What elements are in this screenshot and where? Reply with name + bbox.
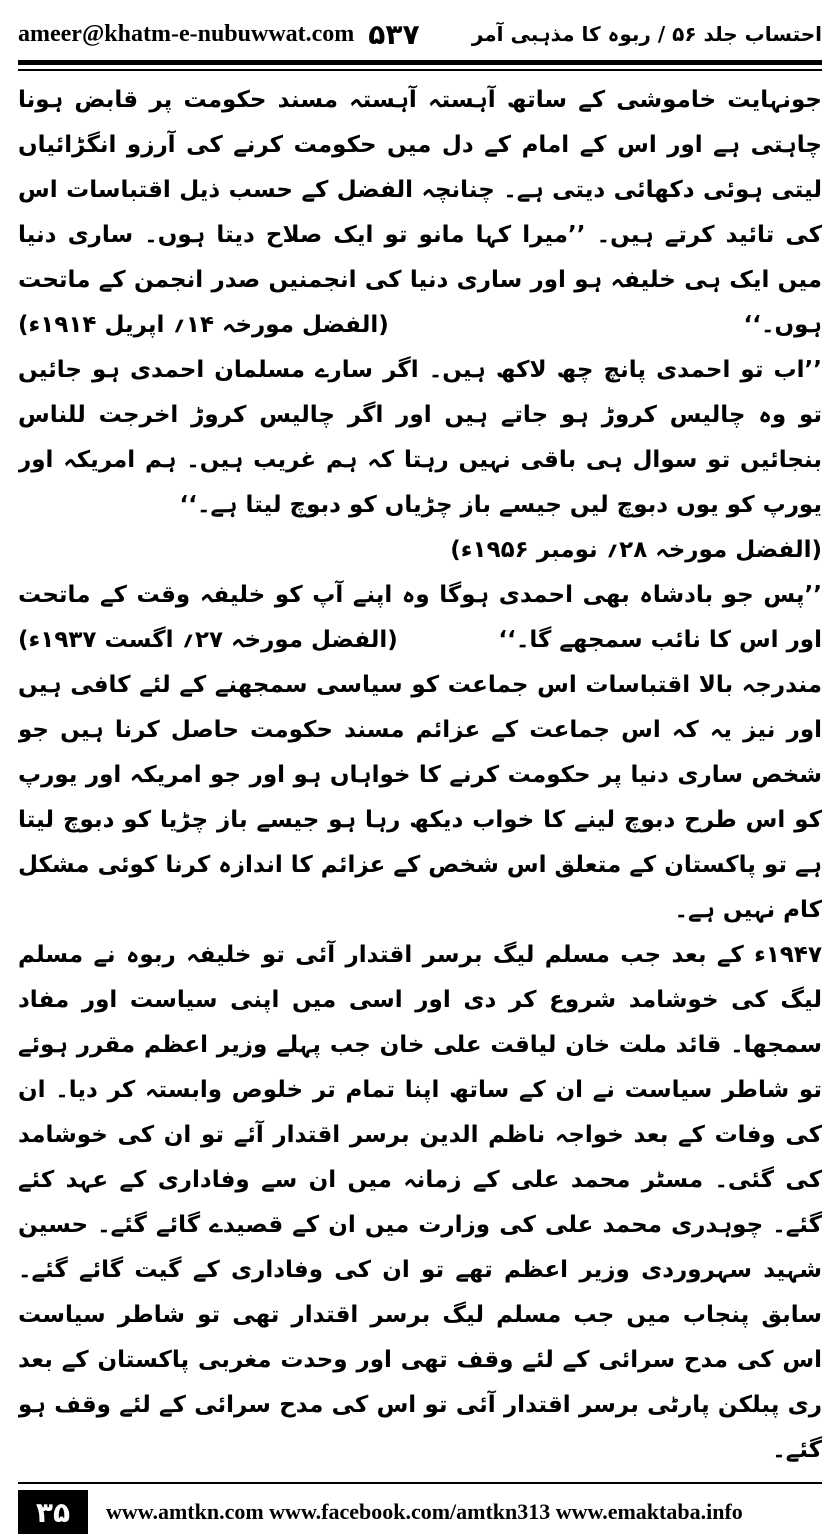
quote-2: ’’اب تو احمدی پانچ چھ لاکھ ہیں۔ اگر سارے مسلمان احمدی ہو جائیں تو وہ چالیس کروڑ ہو جاتے ہیں اور اگر چالیس کروڑ اخرجت للناس بنجائیں تو سوال ہی باقی نہیں رہتا کہ ہم غریب ہیں۔ ہم امریکہ اور یورپ کو یوں دبوچ لیں جیسے باز چڑیاں کو دبوچ لیتا ہے۔‘‘ bbox=[18, 357, 822, 518]
quote-3 bbox=[18, 573, 822, 663]
citation-1: (الفضل مورخہ ۱۴؍ اپریل ۱۹۱۴ء) bbox=[18, 312, 389, 338]
page-header bbox=[18, 14, 822, 54]
paragraph-5: ۱۹۴۷ء کے بعد جب مسلم لیگ برسر اقتدار آئی تو خلیفہ ربوہ نے مسلم لیگ کی خوشامد شروع کر دی اور اسی میں اپنی سیاست اور مفاد سمجھا۔ قائد ملت خان لیاقت علی خان جب پہلے وزیر اعظم مقرر ہوئے تو شاطر سیاست نے ان کے ساتھ اپنا تمام تر خلوص وابستہ کر دیا۔ ان کی وفات کے بعد خواجہ ناظم الدین برسر اقتدار آئے تو ان کی خوشامد کی گئی۔ مسٹر محمد علی کے زمانہ میں ان سے وفاداری کے عہد کئے گئے۔ چوہدری محمد علی کی وزارت میں ان کے قصیدے گائے گئے۔ حسین شہید سہروردی وزیر اعظم تھے تو ان کی وفاداری کے گیت گائے گئے۔ سابق پنجاب میں جب مسلم لیگ برسر اقتدار تھی تو شاطر سیاست اس کی مدح سرائی کے لئے وقف تھی اور وحدت مغربی پاکستان کے بعد ری پبلکن پارٹی برسر اقتدار آئی تو اس کی مدح سرائی کے لئے وقف ہو گئے۔ bbox=[18, 942, 822, 1463]
header-page-number: ۵۳۷ bbox=[368, 17, 420, 51]
page-footer bbox=[18, 1488, 822, 1536]
header-email: ameer@khatm-e-nubuwwat.com bbox=[18, 20, 355, 47]
paragraph-intro-text: جونہایت خاموشی کے ساتھ آہستہ آہستہ مسند حکومت پر قابض ہونا چاہتی ہے اور اس کے امام کے دل میں حکومت کرنے کی آرزو انگڑائیاں لیتی ہوئی دکھائی دیتی ہے۔ چنانچہ الفضل کے حسب ذیل اقتباسات اس کی تائید کرتے ہیں۔ ’’میرا کہا مانو تو ایک صلاح دیتا ہوں۔ ساری دنیا میں ایک ہی خلیفہ ہو اور ساری دنیا کی انجمنیں صدر انجمن کے ماتحت ہوں۔‘‘ bbox=[18, 87, 822, 338]
citation-3: (الفضل مورخہ ۲۷؍ اگست ۱۹۳۷ء) bbox=[18, 627, 398, 653]
running-title: احتساب جلد ۵۶ / ربوہ کا مذہبی آمر bbox=[471, 22, 822, 46]
footer-urls: www.amtkn.com www.facebook.com/amtkn313 www.emaktaba.info bbox=[106, 1499, 743, 1524]
paragraph-6 bbox=[18, 1473, 822, 1478]
citation-2: (الفضل مورخہ ۲۸؍ نومبر ۱۹۵۶ء) bbox=[450, 537, 822, 563]
header-rule-thick bbox=[18, 60, 822, 65]
paragraph-intro bbox=[18, 78, 822, 348]
header-left bbox=[18, 18, 420, 51]
page-body bbox=[18, 78, 822, 1478]
paragraph-4: مندرجہ بالا اقتباسات اس جماعت کو سیاسی سمجھنے کے لئے کافی ہیں اور نیز یہ کہ اس جماعت کے عزائم مسند حکومت حاصل کرنا ہیں جو شخص ساری دنیا پر حکومت کرنے کا خواہاں ہو اور جو امریکہ اور یورپ کو اس طرح دبوچ لینے کا خواب دیکھ رہا ہو جیسے باز چڑیا کو دبوچ لیتا ہے تو پاکستان کے متعلق اس شخص کے عزائم کا اندازہ کرنا کوئی مشکل کام نہیں ہے۔ bbox=[18, 672, 822, 923]
footer-rule bbox=[18, 1482, 822, 1484]
quote-3-text: ’’پس جو بادشاہ بھی احمدی ہوگا وہ اپنے آپ کو خلیفہ وقت کے ماتحت اور اس کا نائب سمجھے گا۔‘‘ bbox=[18, 582, 822, 653]
header-rule-thin bbox=[18, 69, 822, 71]
footer-folio: ۳۵ bbox=[18, 1490, 88, 1534]
